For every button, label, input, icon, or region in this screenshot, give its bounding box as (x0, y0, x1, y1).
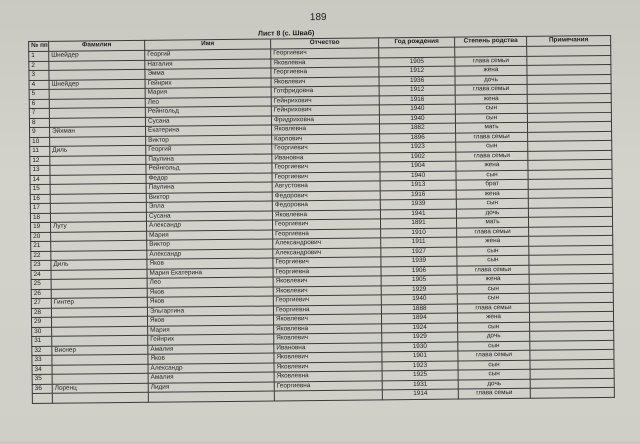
table-cell-name: Яков (147, 258, 273, 269)
table-cell-relation: глава семьи (455, 84, 527, 94)
table-cell-name: Мария (147, 229, 273, 240)
table-cell-n: 4 (29, 80, 49, 90)
table-cell-surname: Луту (51, 221, 147, 232)
table-cell-n: 32 (32, 346, 52, 356)
table-cell-relation: сын (457, 255, 529, 265)
table-cell-patronymic: Яковлевич (273, 314, 381, 325)
table-cell-n: 13 (30, 165, 50, 175)
table-cell-n: 8 (29, 118, 49, 128)
table-cell-name: Александр (148, 362, 274, 373)
table-cell-n: 34 (32, 365, 52, 375)
table-cell-relation: жена (456, 160, 528, 170)
table-cell-name: Эмма (145, 68, 271, 79)
records-table (28, 35, 615, 404)
column-header: Год рождения (379, 37, 455, 48)
table-cell-patronymic: Георгиевна (271, 67, 379, 78)
table-cell-name: Виктор (147, 239, 273, 250)
table-cell-year: 1894 (381, 313, 457, 323)
table-cell-relation: сын (458, 322, 530, 332)
table-cell-relation: жена (456, 189, 528, 199)
table-cell-name: Федор (146, 173, 272, 184)
table-cell-surname: Диль (50, 145, 146, 156)
table-cell-name: Лидия (148, 381, 274, 392)
column-header: № пп (29, 41, 49, 51)
table-cell-n: 21 (31, 241, 51, 251)
table-cell-n: 33 (32, 355, 52, 365)
table-cell-name: Амалия (148, 343, 274, 354)
table-cell-n: 22 (31, 251, 51, 261)
table-cell-year: 1891 (380, 218, 456, 228)
table-cell-name (148, 391, 274, 402)
table-cell-relation: жена (455, 94, 527, 104)
table-cell-patronymic: Георгиевна (274, 380, 382, 391)
table-cell-relation: глава семьи (457, 227, 529, 237)
table-cell-relation: глава семьи (457, 303, 529, 313)
table-cell-n: 35 (32, 374, 52, 384)
table-cell-name: Виктор (146, 191, 272, 202)
table-cell-name: Сусана (145, 116, 271, 127)
table-cell-relation: сын (456, 141, 528, 151)
table-cell-surname: Диль (51, 259, 147, 270)
table-cell-relation: мать (456, 217, 528, 227)
table-cell-patronymic: Александрович (273, 238, 381, 249)
table-cell-n: 27 (31, 298, 51, 308)
table-cell-n: 18 (30, 213, 50, 223)
table-cell-year: 1923 (382, 361, 458, 371)
table-cell-n: 30 (32, 327, 52, 337)
table-cell-year: 1916 (380, 190, 456, 200)
table-cell-relation: дочь (458, 379, 530, 389)
table-cell-name: Рейнгольд (146, 163, 272, 174)
table-cell-patronymic: Александрович (273, 247, 381, 258)
table-cell-relation: сын (456, 198, 528, 208)
table-cell-year: 1929 (382, 332, 458, 342)
table-cell-n: 7 (29, 108, 49, 118)
table-cell-year: 1940 (379, 104, 455, 114)
table-cell-patronymic: Федоровна (272, 200, 380, 211)
table-cell-year: 1912 (379, 85, 455, 95)
table-cell-name: Лео (147, 277, 273, 288)
table-cell-n: 31 (32, 336, 52, 346)
table-cell-patronymic: Яковлевна (271, 57, 379, 68)
table-cell-n: 5 (29, 89, 49, 99)
table-cell-name: Екатерина (146, 125, 272, 136)
column-header: Отчество (271, 38, 379, 49)
table-cell-year: 1882 (379, 123, 455, 133)
table-cell-n: 9 (30, 127, 50, 137)
table-cell-relation: жена (455, 65, 527, 75)
table-cell-name: Рейнгольд (145, 106, 271, 117)
table-cell-year: 1910 (381, 228, 457, 238)
table-cell-relation: сын (457, 246, 529, 256)
table-cell-year: 1902 (380, 152, 456, 162)
table-cell-patronymic: Георгиевич (273, 257, 381, 268)
table-cell-surname: Эйхман (50, 126, 146, 137)
table-cell-name: Гейнрих (145, 78, 271, 89)
table-cell-name: Яков (147, 296, 273, 307)
table-cell-n: 2 (29, 61, 49, 71)
table-cell-n: 28 (31, 308, 51, 318)
table-cell-year: 1913 (380, 180, 456, 190)
table-cell-n: 19 (31, 222, 51, 232)
table-cell-patronymic: Георгиевич (272, 143, 380, 154)
table-cell-surname: Виснер (52, 345, 148, 356)
table-cell-name: Эльгартина (147, 305, 273, 316)
table-cell-n: 17 (30, 203, 50, 213)
table-cell-year: 1941 (380, 209, 456, 219)
table-cell-name: Амалия (148, 372, 274, 383)
table-cell-name: Виктор (146, 135, 272, 146)
table-cell-n: 3 (29, 70, 49, 80)
table-cell-patronymic: Яковлевна (274, 323, 382, 334)
table-cell-name: Элла (146, 201, 272, 212)
table-cell-patronymic: Георгиевна (273, 266, 381, 277)
table-cell-name: Мария (145, 87, 271, 98)
table-cell-n: 14 (30, 175, 50, 185)
column-header: Имя (145, 39, 271, 50)
table-cell-name: Александр (146, 220, 272, 231)
table-cell-relation: мать (455, 122, 527, 132)
table-cell-name: Гейнрих (148, 334, 274, 345)
table-cell-relation: сын (456, 170, 528, 180)
table-cell-patronymic: Яковлевич (274, 352, 382, 363)
table-cell-patronymic: Яковлевна (274, 371, 382, 382)
table-cell-year: 1904 (380, 161, 456, 171)
table-cell-relation: сын (458, 341, 530, 351)
table-cell-relation: сын (457, 293, 529, 303)
table-cell-patronymic: Ивановна (274, 342, 382, 353)
table-cell-name: Александр (147, 248, 273, 259)
table-cell-n: 36 (32, 384, 52, 394)
table-cell-year: 1906 (381, 266, 457, 276)
table-cell-patronymic: Яковлевич (274, 361, 382, 372)
table-cell-n: 16 (30, 194, 50, 204)
table-cell-patronymic: Георгиевна (273, 228, 381, 239)
column-header: Степень родства (455, 36, 527, 47)
table-cell-n: 25 (31, 279, 51, 289)
table-cell-n: 6 (29, 99, 49, 109)
table-cell-n: 20 (31, 232, 51, 242)
table-cell-year: 1905 (381, 275, 457, 285)
table-cell-year: 1939 (380, 199, 456, 209)
table-cell-patronymic: Фридриховна (271, 114, 379, 125)
table-cell-surname: Шнейдер (49, 79, 145, 90)
table-cell-surname: Лоренц (52, 383, 148, 394)
table-cell-relation: сын (455, 113, 527, 123)
table-cell-year: 1940 (379, 114, 455, 124)
table-cell-patronymic: Георгиевич (272, 171, 380, 182)
table-cell-relation: дочь (455, 75, 527, 85)
table-cell-n: 26 (31, 289, 51, 299)
table-cell-year: 1936 (379, 76, 455, 86)
table-cell-patronymic: Яковлевич (271, 76, 379, 87)
table-cell-year: 1896 (380, 133, 456, 143)
table-cell-patronymic: Федорович (272, 190, 380, 201)
table-cell-patronymic (274, 390, 382, 401)
table-cell-n: 24 (31, 270, 51, 280)
table-cell-relation: дочь (458, 331, 530, 341)
table-cell-patronymic: Георгиевич (273, 295, 381, 306)
table-cell-n: 23 (31, 260, 51, 270)
table-cell-patronymic: Георгиевич (271, 48, 379, 59)
table-cell-name: Лео (145, 97, 271, 108)
table-cell-relation: глава семьи (456, 132, 528, 142)
table-cell-patronymic: Августовна (272, 181, 380, 192)
table-cell-name: Мария (148, 324, 274, 335)
table-cell-patronymic: Гейнрихович (271, 95, 379, 106)
table-cell-name: Наталия (145, 59, 271, 70)
table-cell-name: Яков (148, 353, 274, 364)
column-header: Примечания (527, 35, 611, 46)
table-cell-year: 1940 (381, 294, 457, 304)
table-cell-relation: глава семьи (458, 388, 530, 398)
table-cell-relation: сын (458, 369, 530, 379)
table-cell-patronymic: Яковлевич (274, 333, 382, 344)
table-cell-n: 10 (30, 137, 50, 147)
table-cell-year: 1929 (381, 285, 457, 295)
table-cell-year: 1939 (381, 256, 457, 266)
table-cell-n: 15 (30, 184, 50, 194)
table-cell-year: 1914 (382, 389, 458, 399)
table-cell-relation: жена (457, 236, 529, 246)
page-number: 189 (309, 11, 327, 24)
table-cell-year: 1911 (381, 237, 457, 247)
table-cell-n: 1 (29, 51, 49, 61)
table-cell-surname: Гинтер (51, 297, 147, 308)
table-cell-relation: глава семьи (457, 265, 529, 275)
table-cell-year: 1930 (382, 342, 458, 352)
table-cell-relation: сын (455, 103, 527, 113)
table-cell-n (32, 393, 52, 403)
table-cell-year: 1888 (381, 304, 457, 314)
table-cell-n: 11 (30, 146, 50, 156)
table-cell-year: 1916 (379, 95, 455, 105)
table-cell-relation: дочь (456, 208, 528, 218)
table-cell-n: 29 (32, 317, 52, 327)
table-cell-relation: жена (457, 274, 529, 284)
table-cell-patronymic: Яковлевна (271, 124, 379, 135)
table-cell-year: 1923 (380, 142, 456, 152)
table-cell-patronymic: Яковлевич (273, 285, 381, 296)
table-cell-name: Яков (147, 315, 273, 326)
column-header: Фамилия (49, 40, 145, 51)
table-cell-year: 1931 (382, 380, 458, 390)
table-cell-year: 1912 (379, 66, 455, 76)
table-cell-relation: глава семьи (456, 151, 528, 161)
table-cell-patronymic: Яковлевна (272, 209, 380, 220)
table-cell-name: Паулина (146, 182, 272, 193)
table-cell-year: 1940 (380, 171, 456, 181)
table-cell-name: Паулина (146, 154, 272, 165)
table-cell-patronymic: Ивановна (272, 152, 380, 163)
table-cell-note (530, 387, 614, 397)
table-cell-surname (52, 392, 148, 403)
table-cell-name: Георгий (146, 144, 272, 155)
table-cell-relation: жена (457, 312, 529, 322)
sheet-title: Лист 8 (с. Шваб) (258, 30, 315, 38)
table-cell-relation: глава семьи (455, 56, 527, 66)
table-cell-patronymic: Гейнрихович (271, 105, 379, 116)
table-cell-relation: сын (458, 360, 530, 370)
table-cell-relation: сын (457, 284, 529, 294)
table-cell-name: Яков (147, 286, 273, 297)
table-cell-year: 1925 (382, 370, 458, 380)
table-cell-year: 1905 (379, 57, 455, 67)
table-cell-relation: глава семьи (458, 350, 530, 360)
table-cell-patronymic: Георгиевич (272, 162, 380, 173)
table-cell-patronymic: Георгиевна (273, 304, 381, 315)
table-cell-year: 1901 (382, 351, 458, 361)
table-cell-name: Сусана (146, 210, 272, 221)
table-cell-patronymic: Готфридовна (271, 86, 379, 97)
table-cell-relation: брат (456, 179, 528, 189)
table-cell-patronymic: Георгиевич (272, 219, 380, 230)
table-cell-n: 12 (30, 156, 50, 166)
table-cell-patronymic: Яковлевич (273, 276, 381, 287)
table-cell-patronymic: Карлович (272, 133, 380, 144)
table-cell-year: 1924 (382, 323, 458, 333)
table-cell-year: 1927 (381, 247, 457, 257)
table-cell-surname: Шнейдер (49, 50, 145, 61)
table-cell-name: Мария Екатерина (147, 267, 273, 278)
table-cell-name: Георгий (145, 49, 271, 60)
